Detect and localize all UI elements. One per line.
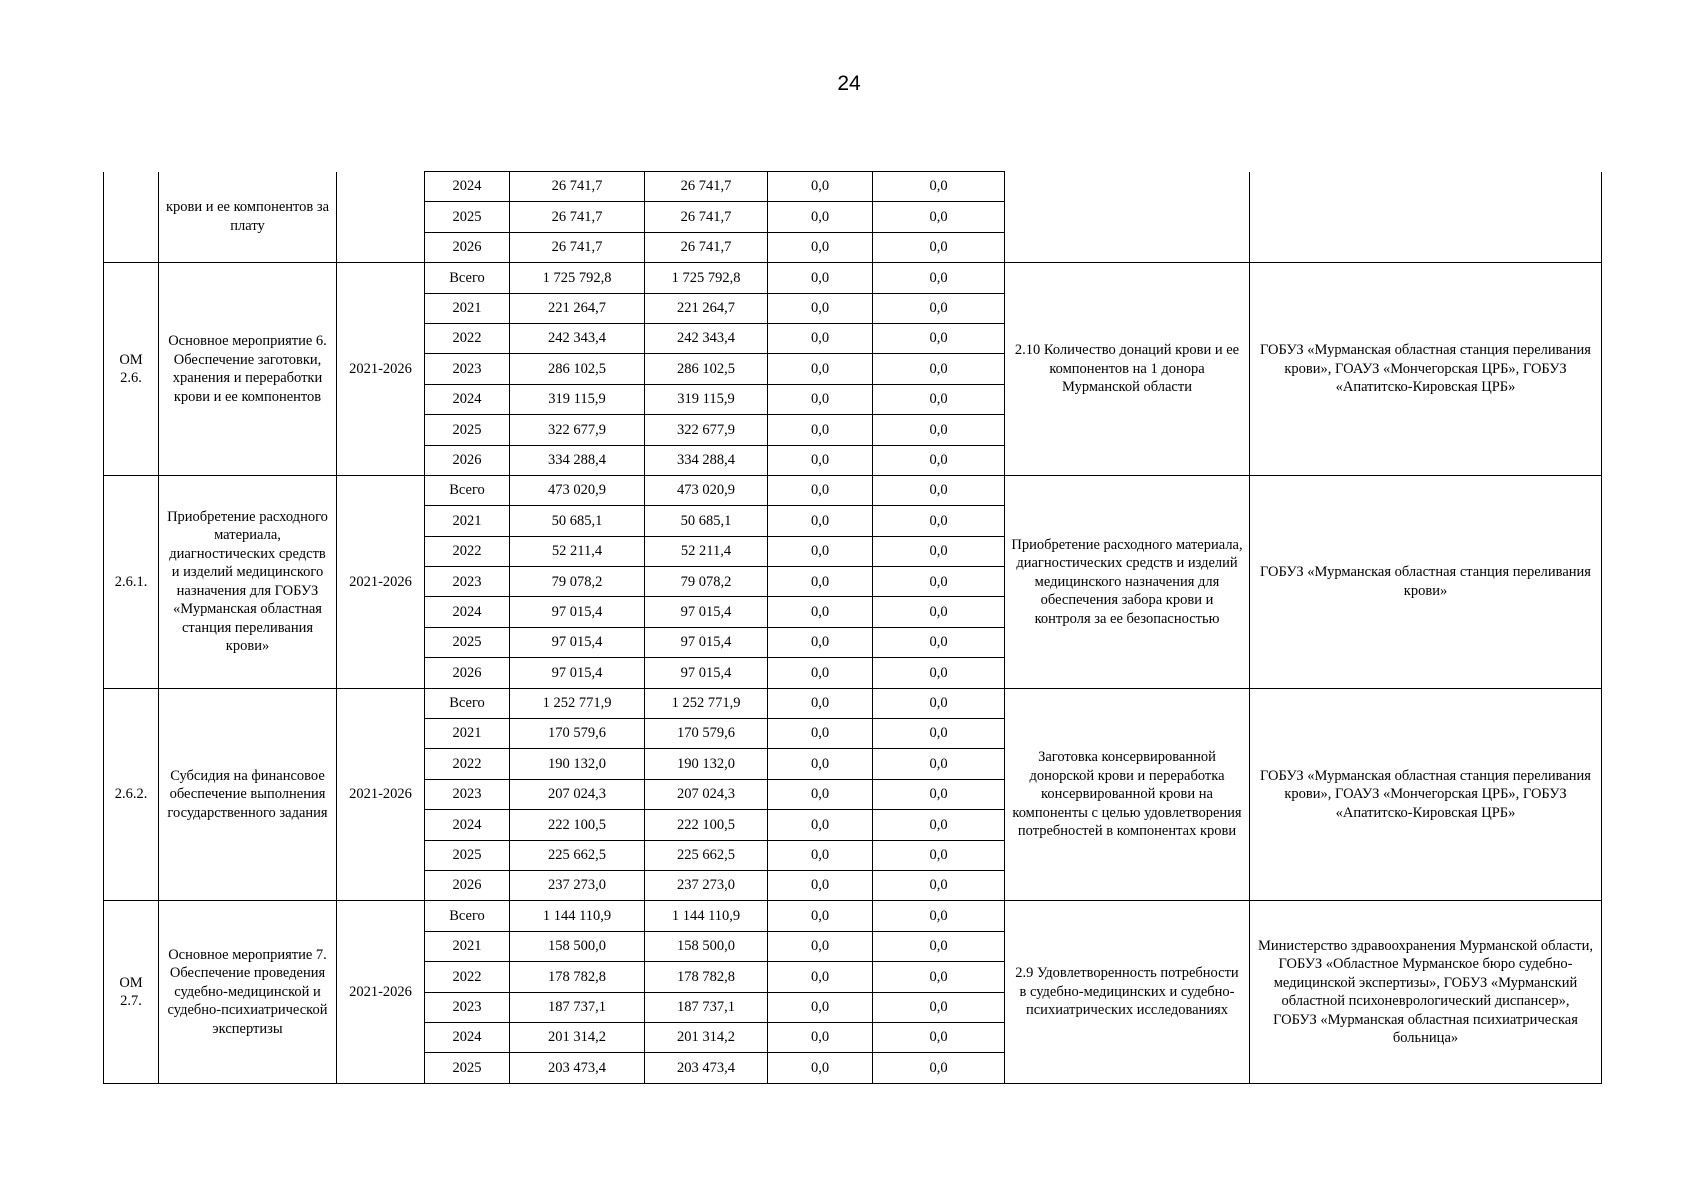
total-amount-cell: 242 343,4: [510, 323, 645, 353]
total-amount-cell: 225 662,5: [510, 840, 645, 870]
total-amount-cell: 178 782,8: [510, 962, 645, 992]
table-row: [104, 901, 1602, 931]
regional-budget-cell: 178 782,8: [645, 962, 768, 992]
regional-budget-cell: 190 132,0: [645, 749, 768, 779]
program-activities-table: [103, 171, 1602, 1084]
table-row: [104, 475, 1602, 505]
target-indicator-cell: 2.9 Удовлетворенность потребности в судебно-медицинских и судебно-психиатрических исследованиях: [1005, 901, 1250, 1083]
table-row: [104, 688, 1602, 718]
table-row: [104, 172, 1602, 202]
federal-budget-cell: 0,0: [768, 627, 873, 657]
regional-budget-cell: 473 020,9: [645, 475, 768, 505]
other-sources-cell: 0,0: [873, 688, 1005, 718]
federal-budget-cell: 0,0: [768, 536, 873, 566]
federal-budget-cell: 0,0: [768, 931, 873, 961]
year-cell: 2025: [425, 415, 510, 445]
other-sources-cell: 0,0: [873, 658, 1005, 688]
other-sources-cell: 0,0: [873, 232, 1005, 262]
other-sources-cell: 0,0: [873, 536, 1005, 566]
regional-budget-cell: 207 024,3: [645, 779, 768, 809]
year-cell: 2022: [425, 962, 510, 992]
activity-description-cell: Основное мероприятие 6. Обеспечение заготовки, хранения и переработки крови и ее компонентов: [159, 263, 337, 476]
year-cell: 2024: [425, 384, 510, 414]
regional-budget-cell: 319 115,9: [645, 384, 768, 414]
federal-budget-cell: 0,0: [768, 992, 873, 1022]
year-cell: 2024: [425, 810, 510, 840]
other-sources-cell: 0,0: [873, 992, 1005, 1022]
year-cell: 2026: [425, 232, 510, 262]
regional-budget-cell: 26 741,7: [645, 232, 768, 262]
year-cell: 2025: [425, 627, 510, 657]
year-cell: 2024: [425, 1022, 510, 1052]
target-indicator-cell: 2.10 Количество донаций крови и ее компонентов на 1 донора Мурманской области: [1005, 263, 1250, 476]
year-cell: 2024: [425, 172, 510, 202]
federal-budget-cell: 0,0: [768, 323, 873, 353]
federal-budget-cell: 0,0: [768, 870, 873, 900]
regional-budget-cell: 50 685,1: [645, 506, 768, 536]
other-sources-cell: 0,0: [873, 779, 1005, 809]
regional-budget-cell: 158 500,0: [645, 931, 768, 961]
other-sources-cell: 0,0: [873, 445, 1005, 475]
total-amount-cell: 187 737,1: [510, 992, 645, 1022]
regional-budget-cell: 286 102,5: [645, 354, 768, 384]
regional-budget-cell: 97 015,4: [645, 658, 768, 688]
total-amount-cell: 237 273,0: [510, 870, 645, 900]
other-sources-cell: 0,0: [873, 323, 1005, 353]
year-cell: 2026: [425, 658, 510, 688]
federal-budget-cell: 0,0: [768, 567, 873, 597]
other-sources-cell: 0,0: [873, 384, 1005, 414]
total-amount-cell: 26 741,7: [510, 232, 645, 262]
total-amount-cell: 221 264,7: [510, 293, 645, 323]
year-cell: 2025: [425, 202, 510, 232]
other-sources-cell: 0,0: [873, 354, 1005, 384]
total-amount-cell: 50 685,1: [510, 506, 645, 536]
other-sources-cell: 0,0: [873, 263, 1005, 293]
table-body: [104, 172, 1602, 1084]
total-amount-cell: 97 015,4: [510, 627, 645, 657]
total-amount-cell: 322 677,9: [510, 415, 645, 445]
other-sources-cell: 0,0: [873, 901, 1005, 931]
target-indicator-cell: Заготовка консервированной донорской крови и переработка консервированной крови на компоненты с целью удовлетворения потребностей в компонентах крови: [1005, 688, 1250, 901]
other-sources-cell: 0,0: [873, 627, 1005, 657]
other-sources-cell: 0,0: [873, 870, 1005, 900]
activity-description-cell: Приобретение расходного материала, диагностических средств и изделий медицинского назначения для ГОБУЗ «Мурманская областная станция переливания крови»: [159, 475, 337, 688]
year-cell: 2023: [425, 354, 510, 384]
regional-budget-cell: 170 579,6: [645, 719, 768, 749]
executors-cell: ГОБУЗ «Мурманская областная станция переливания крови», ГОАУЗ «Мончегорская ЦРБ», ГОБУЗ «Апатитско-Кировская ЦРБ»: [1250, 688, 1602, 901]
other-sources-cell: 0,0: [873, 810, 1005, 840]
regional-budget-cell: 203 473,4: [645, 1053, 768, 1083]
federal-budget-cell: 0,0: [768, 962, 873, 992]
regional-budget-cell: 201 314,2: [645, 1022, 768, 1052]
other-sources-cell: 0,0: [873, 931, 1005, 961]
total-amount-cell: 201 314,2: [510, 1022, 645, 1052]
regional-budget-cell: 222 100,5: [645, 810, 768, 840]
other-sources-cell: 0,0: [873, 719, 1005, 749]
year-cell: Всего: [425, 901, 510, 931]
regional-budget-cell: 187 737,1: [645, 992, 768, 1022]
year-cell: 2025: [425, 1053, 510, 1083]
total-amount-cell: 26 741,7: [510, 202, 645, 232]
federal-budget-cell: 0,0: [768, 202, 873, 232]
regional-budget-cell: 1 144 110,9: [645, 901, 768, 931]
target-indicator-cell: [1005, 172, 1250, 263]
federal-budget-cell: 0,0: [768, 293, 873, 323]
implementation-period-cell: 2021-2026: [337, 263, 425, 476]
federal-budget-cell: 0,0: [768, 475, 873, 505]
year-cell: Всего: [425, 263, 510, 293]
year-cell: 2026: [425, 870, 510, 900]
federal-budget-cell: 0,0: [768, 445, 873, 475]
year-cell: 2024: [425, 597, 510, 627]
year-cell: 2022: [425, 323, 510, 353]
target-indicator-cell: Приобретение расходного материала, диагностических средств и изделий медицинского назначения для обеспечения забора крови и контроля за ее безопасностью: [1005, 475, 1250, 688]
regional-budget-cell: 97 015,4: [645, 627, 768, 657]
other-sources-cell: 0,0: [873, 840, 1005, 870]
activity-code-cell: ОМ 2.6.: [104, 263, 159, 476]
total-amount-cell: 1 725 792,8: [510, 263, 645, 293]
activity-code-cell: 2.6.2.: [104, 688, 159, 901]
implementation-period-cell: 2021-2026: [337, 688, 425, 901]
executors-cell: [1250, 172, 1602, 263]
federal-budget-cell: 0,0: [768, 779, 873, 809]
year-cell: 2022: [425, 749, 510, 779]
other-sources-cell: 0,0: [873, 597, 1005, 627]
year-cell: 2021: [425, 719, 510, 749]
other-sources-cell: 0,0: [873, 1053, 1005, 1083]
regional-budget-cell: 334 288,4: [645, 445, 768, 475]
year-cell: 2021: [425, 506, 510, 536]
activity-description-cell: Субсидия на финансовое обеспечение выполнения государственного задания: [159, 688, 337, 901]
page-number: 24: [837, 72, 861, 95]
activity-description-cell: Основное мероприятие 7. Обеспечение проведения судебно-медицинской и судебно-психиатрической экспертизы: [159, 901, 337, 1083]
year-cell: Всего: [425, 688, 510, 718]
year-cell: 2022: [425, 536, 510, 566]
year-cell: 2025: [425, 840, 510, 870]
table-row: [104, 263, 1602, 293]
activity-code-cell: 2.6.1.: [104, 475, 159, 688]
total-amount-cell: 26 741,7: [510, 172, 645, 202]
total-amount-cell: 158 500,0: [510, 931, 645, 961]
federal-budget-cell: 0,0: [768, 840, 873, 870]
federal-budget-cell: 0,0: [768, 232, 873, 262]
federal-budget-cell: 0,0: [768, 1022, 873, 1052]
activity-description-cell: крови и ее компонентов за плату: [159, 172, 337, 263]
federal-budget-cell: 0,0: [768, 749, 873, 779]
federal-budget-cell: 0,0: [768, 415, 873, 445]
other-sources-cell: 0,0: [873, 475, 1005, 505]
total-amount-cell: 170 579,6: [510, 719, 645, 749]
federal-budget-cell: 0,0: [768, 658, 873, 688]
federal-budget-cell: 0,0: [768, 688, 873, 718]
other-sources-cell: 0,0: [873, 172, 1005, 202]
regional-budget-cell: 237 273,0: [645, 870, 768, 900]
activity-code-cell: ОМ 2.7.: [104, 901, 159, 1083]
federal-budget-cell: 0,0: [768, 263, 873, 293]
total-amount-cell: 52 211,4: [510, 536, 645, 566]
implementation-period-cell: 2021-2026: [337, 475, 425, 688]
regional-budget-cell: 26 741,7: [645, 202, 768, 232]
other-sources-cell: 0,0: [873, 962, 1005, 992]
total-amount-cell: 207 024,3: [510, 779, 645, 809]
total-amount-cell: 334 288,4: [510, 445, 645, 475]
regional-budget-cell: 26 741,7: [645, 172, 768, 202]
federal-budget-cell: 0,0: [768, 901, 873, 931]
year-cell: 2021: [425, 931, 510, 961]
year-cell: 2023: [425, 992, 510, 1022]
regional-budget-cell: 1 252 771,9: [645, 688, 768, 718]
regional-budget-cell: 52 211,4: [645, 536, 768, 566]
executors-cell: ГОБУЗ «Мурманская областная станция переливания крови»: [1250, 475, 1602, 688]
federal-budget-cell: 0,0: [768, 172, 873, 202]
total-amount-cell: 1 144 110,9: [510, 901, 645, 931]
federal-budget-cell: 0,0: [768, 1053, 873, 1083]
total-amount-cell: 97 015,4: [510, 597, 645, 627]
other-sources-cell: 0,0: [873, 293, 1005, 323]
regional-budget-cell: 242 343,4: [645, 323, 768, 353]
other-sources-cell: 0,0: [873, 567, 1005, 597]
regional-budget-cell: 322 677,9: [645, 415, 768, 445]
year-cell: 2021: [425, 293, 510, 323]
regional-budget-cell: 225 662,5: [645, 840, 768, 870]
other-sources-cell: 0,0: [873, 1022, 1005, 1052]
total-amount-cell: 473 020,9: [510, 475, 645, 505]
other-sources-cell: 0,0: [873, 506, 1005, 536]
total-amount-cell: 190 132,0: [510, 749, 645, 779]
total-amount-cell: 222 100,5: [510, 810, 645, 840]
year-cell: 2026: [425, 445, 510, 475]
federal-budget-cell: 0,0: [768, 597, 873, 627]
regional-budget-cell: 221 264,7: [645, 293, 768, 323]
total-amount-cell: 319 115,9: [510, 384, 645, 414]
regional-budget-cell: 97 015,4: [645, 597, 768, 627]
year-cell: 2023: [425, 779, 510, 809]
federal-budget-cell: 0,0: [768, 384, 873, 414]
executors-cell: ГОБУЗ «Мурманская областная станция переливания крови», ГОАУЗ «Мончегорская ЦРБ», ГОБУЗ «Апатитско-Кировская ЦРБ»: [1250, 263, 1602, 476]
total-amount-cell: 97 015,4: [510, 658, 645, 688]
federal-budget-cell: 0,0: [768, 506, 873, 536]
total-amount-cell: 79 078,2: [510, 567, 645, 597]
executors-cell: Министерство здравоохранения Мурманской области, ГОБУЗ «Областное Мурманское бюро судебно-медицинской экспертизы», ГОБУЗ «Мурманский областной психоневрологический диспансер», ГОБУЗ «Мурманская областная психиатрическая больница»: [1250, 901, 1602, 1083]
total-amount-cell: 203 473,4: [510, 1053, 645, 1083]
total-amount-cell: 1 252 771,9: [510, 688, 645, 718]
federal-budget-cell: 0,0: [768, 810, 873, 840]
total-amount-cell: 286 102,5: [510, 354, 645, 384]
other-sources-cell: 0,0: [873, 749, 1005, 779]
regional-budget-cell: 79 078,2: [645, 567, 768, 597]
federal-budget-cell: 0,0: [768, 354, 873, 384]
other-sources-cell: 0,0: [873, 415, 1005, 445]
year-cell: Всего: [425, 475, 510, 505]
implementation-period-cell: [337, 172, 425, 263]
implementation-period-cell: 2021-2026: [337, 901, 425, 1083]
other-sources-cell: 0,0: [873, 202, 1005, 232]
regional-budget-cell: 1 725 792,8: [645, 263, 768, 293]
federal-budget-cell: 0,0: [768, 719, 873, 749]
activity-code-cell: [104, 172, 159, 263]
year-cell: 2023: [425, 567, 510, 597]
